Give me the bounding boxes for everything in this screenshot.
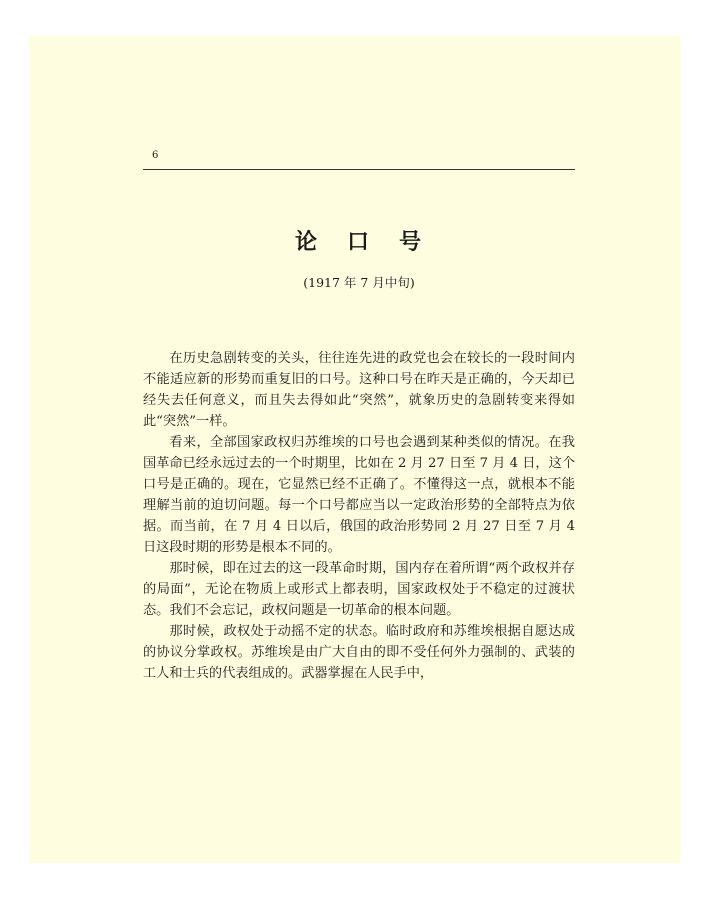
chapter-title xyxy=(143,228,575,258)
paragraph-1: 在历史急剧转变的关头，往往连先进的政党也会在较长的一段时间内不能适应新的形势而重复旧的口号。这种口号在昨天是正确的，今天却已经失去任何意义，而且失去得如此“突然”，就象历史的急剧转变来得如此“突然”一样。 xyxy=(143,351,575,429)
body-text xyxy=(143,348,575,684)
paragraph-2: 看来，全部国家政权归苏维埃的口号也会遇到某种类似的情况。在我国革命已经永远过去的一个时期里，比如在 2 月 27 日至 7 月 4 日，这个口号是正确的。现在，它显然已经不正确了。不懂得这一点，就根本不能理解当前的迫切问题。每一个口号都应当以一定政治形势的全部特点为依据。而当前，在 7 月 4 日以后，俄国的政治形势同 2 月 27 日至 7 月 4 日这段时期的形势是根本不同的。 xyxy=(143,435,575,555)
chapter-date: (1917 年 7 月中旬) xyxy=(303,275,415,290)
header-rule xyxy=(143,169,575,170)
paragraph-3: 那时候，即在过去的这一段革命时期，国内存在着所谓“两个政权并存的局面”，无论在物质上或形式上都表明，国家政权处于不稳定的过渡状态。我们不会忘记，政权问题是一切革命的根本问题。 xyxy=(143,561,575,618)
title-char-1: 论 xyxy=(294,230,319,255)
title-char-2: 口 xyxy=(346,230,371,255)
page-number: 6 xyxy=(152,150,159,161)
paragraph-4: 那时候，政权处于动摇不定的状态。临时政府和苏维埃根据自愿达成的协议分掌政权。苏维埃是由广大自由的即不受任何外力强制的、武装的工人和士兵的代表组成的。武器掌握在人民手中， xyxy=(143,624,575,681)
title-char-3: 号 xyxy=(399,230,424,255)
